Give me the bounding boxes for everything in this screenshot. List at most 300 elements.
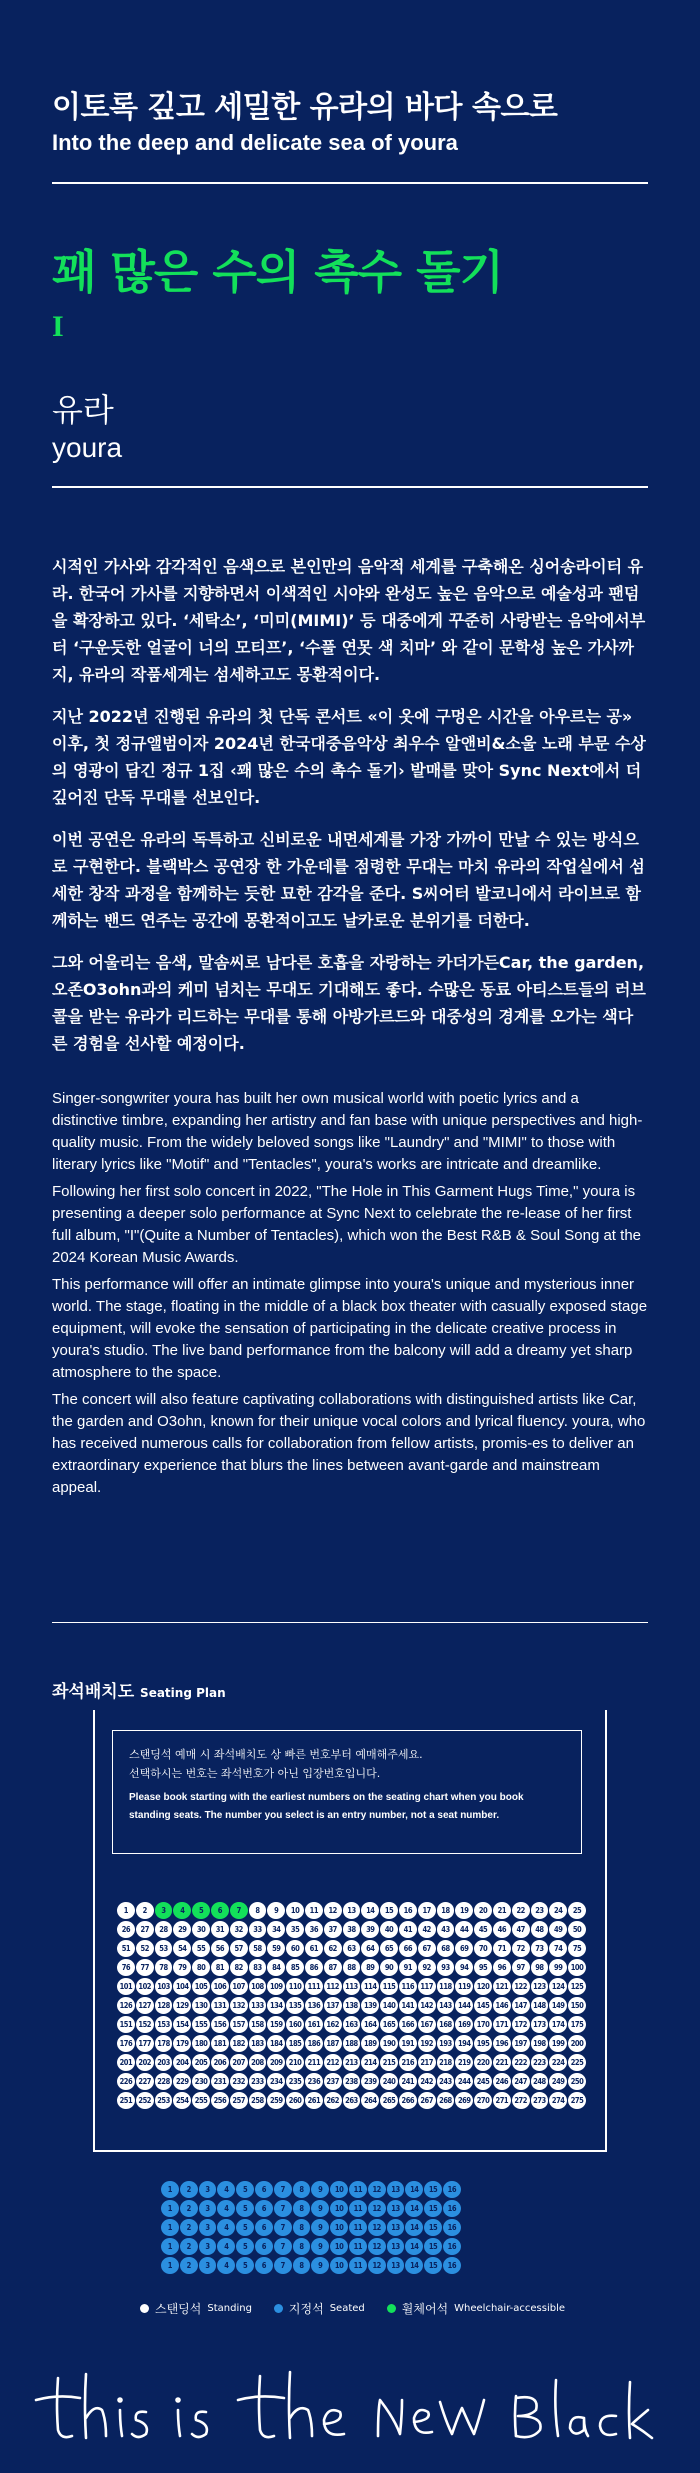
- standing-entry[interactable]: 53: [155, 1940, 173, 1957]
- standing-entry[interactable]: 124: [549, 1978, 567, 1995]
- standing-entry[interactable]: 202: [136, 2054, 154, 2071]
- standing-entry[interactable]: 18: [437, 1902, 455, 1919]
- standing-entry[interactable]: 37: [324, 1921, 342, 1938]
- seated-seat[interactable]: 13: [387, 2257, 405, 2274]
- standing-entry[interactable]: 67: [418, 1940, 436, 1957]
- standing-entry[interactable]: 167: [418, 2016, 436, 2033]
- standing-entry[interactable]: 102: [136, 1978, 154, 1995]
- standing-entry[interactable]: 103: [155, 1978, 173, 1995]
- standing-entry[interactable]: 9: [267, 1902, 285, 1919]
- seated-seat[interactable]: 13: [387, 2200, 405, 2217]
- standing-entry[interactable]: 71: [493, 1940, 511, 1957]
- standing-entry[interactable]: 166: [399, 2016, 417, 2033]
- standing-entry[interactable]: 186: [305, 2035, 323, 2052]
- standing-entry[interactable]: 207: [230, 2054, 248, 2071]
- standing-entry[interactable]: 224: [549, 2054, 567, 2071]
- standing-entry[interactable]: 242: [418, 2073, 436, 2090]
- standing-entry[interactable]: 125: [568, 1978, 586, 1995]
- seated-seat[interactable]: 10: [330, 2219, 348, 2236]
- seated-seat[interactable]: 12: [368, 2257, 386, 2274]
- seated-seat[interactable]: 12: [368, 2238, 386, 2255]
- standing-entry[interactable]: 162: [324, 2016, 342, 2033]
- standing-entry[interactable]: 258: [249, 2092, 267, 2109]
- standing-entry[interactable]: 56: [211, 1940, 229, 1957]
- seated-seat[interactable]: 6: [255, 2238, 273, 2255]
- standing-entry[interactable]: 126: [117, 1997, 135, 2014]
- seated-seat[interactable]: 3: [199, 2181, 217, 2198]
- standing-entry[interactable]: 73: [531, 1940, 549, 1957]
- seated-seat[interactable]: 13: [387, 2219, 405, 2236]
- seated-seat[interactable]: 12: [368, 2200, 386, 2217]
- standing-entry[interactable]: 174: [549, 2016, 567, 2033]
- seated-seat[interactable]: 3: [199, 2219, 217, 2236]
- seated-seat[interactable]: 7: [274, 2181, 292, 2198]
- standing-entry[interactable]: 88: [343, 1959, 361, 1976]
- standing-entry[interactable]: 158: [249, 2016, 267, 2033]
- standing-entry[interactable]: 171: [493, 2016, 511, 2033]
- standing-entry[interactable]: 148: [531, 1997, 549, 2014]
- standing-entry[interactable]: 59: [267, 1940, 285, 1957]
- seated-seat[interactable]: 15: [424, 2219, 442, 2236]
- standing-entry[interactable]: 188: [343, 2035, 361, 2052]
- standing-entry[interactable]: 150: [568, 1997, 586, 2014]
- standing-entry[interactable]: 63: [343, 1940, 361, 1957]
- standing-entry[interactable]: 209: [267, 2054, 285, 2071]
- standing-entry[interactable]: 96: [493, 1959, 511, 1976]
- seated-seat[interactable]: 4: [217, 2219, 235, 2236]
- standing-entry[interactable]: 86: [305, 1959, 323, 1976]
- standing-entry[interactable]: 165: [380, 2016, 398, 2033]
- seated-seat[interactable]: 4: [217, 2181, 235, 2198]
- standing-entry[interactable]: 219: [455, 2054, 473, 2071]
- seated-seat[interactable]: 11: [349, 2200, 367, 2217]
- seated-seat[interactable]: 11: [349, 2257, 367, 2274]
- standing-entry[interactable]: 29: [173, 1921, 191, 1938]
- standing-entry[interactable]: 169: [455, 2016, 473, 2033]
- standing-entry[interactable]: 112: [324, 1978, 342, 1995]
- seated-seat[interactable]: 4: [217, 2257, 235, 2274]
- seated-seat[interactable]: 1: [161, 2181, 179, 2198]
- standing-entry[interactable]: 101: [117, 1978, 135, 1995]
- standing-entry[interactable]: 268: [437, 2092, 455, 2109]
- standing-entry[interactable]: 275: [568, 2092, 586, 2109]
- standing-entry[interactable]: 106: [211, 1978, 229, 1995]
- standing-entry[interactable]: 119: [455, 1978, 473, 1995]
- standing-entry[interactable]: 33: [249, 1921, 267, 1938]
- standing-entry[interactable]: 183: [249, 2035, 267, 2052]
- standing-entry[interactable]: 271: [493, 2092, 511, 2109]
- standing-entry[interactable]: 17: [418, 1902, 436, 1919]
- standing-entry[interactable]: 50: [568, 1921, 586, 1938]
- seated-seat[interactable]: 11: [349, 2238, 367, 2255]
- seated-seat[interactable]: 10: [330, 2200, 348, 2217]
- standing-entry[interactable]: 163: [343, 2016, 361, 2033]
- standing-entry[interactable]: 156: [211, 2016, 229, 2033]
- standing-entry[interactable]: 151: [117, 2016, 135, 2033]
- standing-entry[interactable]: 23: [531, 1902, 549, 1919]
- standing-entry[interactable]: 253: [155, 2092, 173, 2109]
- standing-entry[interactable]: 175: [568, 2016, 586, 2033]
- seated-seat[interactable]: 15: [424, 2200, 442, 2217]
- standing-entry[interactable]: 131: [211, 1997, 229, 2014]
- seated-seat[interactable]: 5: [236, 2238, 254, 2255]
- standing-entry[interactable]: 262: [324, 2092, 342, 2109]
- standing-entry[interactable]: 92: [418, 1959, 436, 1976]
- seated-seat[interactable]: 1: [161, 2219, 179, 2236]
- standing-entry[interactable]: 40: [380, 1921, 398, 1938]
- standing-entry[interactable]: 84: [267, 1959, 285, 1976]
- standing-entry[interactable]: 81: [211, 1959, 229, 1976]
- standing-entry[interactable]: 26: [117, 1921, 135, 1938]
- standing-entry[interactable]: 93: [437, 1959, 455, 1976]
- standing-entry[interactable]: 42: [418, 1921, 436, 1938]
- standing-entry[interactable]: 247: [512, 2073, 530, 2090]
- standing-entry[interactable]: 76: [117, 1959, 135, 1976]
- seated-seat[interactable]: 10: [330, 2238, 348, 2255]
- standing-entry[interactable]: 120: [474, 1978, 492, 1995]
- seated-seat[interactable]: 1: [161, 2238, 179, 2255]
- seated-seat[interactable]: 11: [349, 2181, 367, 2198]
- standing-entry[interactable]: 141: [399, 1997, 417, 2014]
- standing-entry[interactable]: 246: [493, 2073, 511, 2090]
- wheelchair-entry[interactable]: 3: [155, 1902, 173, 1919]
- seated-seat[interactable]: 3: [199, 2238, 217, 2255]
- seated-seat[interactable]: 16: [443, 2200, 461, 2217]
- standing-entry[interactable]: 14: [361, 1902, 379, 1919]
- standing-entry[interactable]: 95: [474, 1959, 492, 1976]
- standing-entry[interactable]: 144: [455, 1997, 473, 2014]
- standing-entry[interactable]: 133: [249, 1997, 267, 2014]
- standing-entry[interactable]: 60: [286, 1940, 304, 1957]
- seated-seat[interactable]: 13: [387, 2238, 405, 2255]
- standing-entry[interactable]: 116: [399, 1978, 417, 1995]
- standing-entry[interactable]: 31: [211, 1921, 229, 1938]
- standing-entry[interactable]: 147: [512, 1997, 530, 2014]
- standing-entry[interactable]: 261: [305, 2092, 323, 2109]
- standing-entry[interactable]: 107: [230, 1978, 248, 1995]
- standing-entry[interactable]: 196: [493, 2035, 511, 2052]
- seated-seat[interactable]: 16: [443, 2181, 461, 2198]
- standing-entry[interactable]: 1: [117, 1902, 135, 1919]
- standing-entry[interactable]: 82: [230, 1959, 248, 1976]
- seated-seat[interactable]: 8: [293, 2219, 311, 2236]
- standing-entry[interactable]: 267: [418, 2092, 436, 2109]
- standing-entry[interactable]: 77: [136, 1959, 154, 1976]
- standing-entry[interactable]: 43: [437, 1921, 455, 1938]
- standing-entry[interactable]: 98: [531, 1959, 549, 1976]
- standing-entry[interactable]: 200: [568, 2035, 586, 2052]
- standing-entry[interactable]: 204: [173, 2054, 191, 2071]
- standing-entry[interactable]: 38: [343, 1921, 361, 1938]
- standing-entry[interactable]: 139: [361, 1997, 379, 2014]
- seated-seat[interactable]: 9: [311, 2219, 329, 2236]
- standing-entry[interactable]: 109: [267, 1978, 285, 1995]
- standing-entry[interactable]: 20: [474, 1902, 492, 1919]
- standing-entry[interactable]: 227: [136, 2073, 154, 2090]
- standing-entry[interactable]: 251: [117, 2092, 135, 2109]
- seated-seat[interactable]: 1: [161, 2257, 179, 2274]
- standing-entry[interactable]: 70: [474, 1940, 492, 1957]
- standing-entry[interactable]: 24: [549, 1902, 567, 1919]
- standing-entry[interactable]: 2: [136, 1902, 154, 1919]
- standing-entry[interactable]: 16: [399, 1902, 417, 1919]
- standing-entry[interactable]: 164: [361, 2016, 379, 2033]
- standing-entry[interactable]: 270: [474, 2092, 492, 2109]
- seated-seat[interactable]: 16: [443, 2219, 461, 2236]
- standing-entry[interactable]: 64: [361, 1940, 379, 1957]
- standing-entry[interactable]: 127: [136, 1997, 154, 2014]
- standing-entry[interactable]: 89: [361, 1959, 379, 1976]
- standing-entry[interactable]: 215: [380, 2054, 398, 2071]
- standing-entry[interactable]: 170: [474, 2016, 492, 2033]
- standing-entry[interactable]: 28: [155, 1921, 173, 1938]
- standing-entry[interactable]: 197: [512, 2035, 530, 2052]
- standing-entry[interactable]: 256: [211, 2092, 229, 2109]
- standing-entry[interactable]: 55: [192, 1940, 210, 1957]
- standing-entry[interactable]: 259: [267, 2092, 285, 2109]
- standing-entry[interactable]: 13: [343, 1902, 361, 1919]
- standing-entry[interactable]: 218: [437, 2054, 455, 2071]
- standing-entry[interactable]: 237: [324, 2073, 342, 2090]
- standing-entry[interactable]: 226: [117, 2073, 135, 2090]
- standing-entry[interactable]: 168: [437, 2016, 455, 2033]
- standing-entry[interactable]: 90: [380, 1959, 398, 1976]
- standing-entry[interactable]: 243: [437, 2073, 455, 2090]
- standing-entry[interactable]: 212: [324, 2054, 342, 2071]
- wheelchair-entry[interactable]: 7: [230, 1902, 248, 1919]
- standing-entry[interactable]: 172: [512, 2016, 530, 2033]
- standing-entry[interactable]: 211: [305, 2054, 323, 2071]
- standing-entry[interactable]: 272: [512, 2092, 530, 2109]
- standing-entry[interactable]: 80: [192, 1959, 210, 1976]
- standing-entry[interactable]: 265: [380, 2092, 398, 2109]
- seated-seat[interactable]: 9: [311, 2257, 329, 2274]
- standing-entry[interactable]: 241: [399, 2073, 417, 2090]
- seated-seat[interactable]: 10: [330, 2181, 348, 2198]
- seated-seat[interactable]: 6: [255, 2181, 273, 2198]
- standing-entry[interactable]: 36: [305, 1921, 323, 1938]
- standing-entry[interactable]: 25: [568, 1902, 586, 1919]
- standing-entry[interactable]: 238: [343, 2073, 361, 2090]
- standing-entry[interactable]: 232: [230, 2073, 248, 2090]
- standing-entry[interactable]: 185: [286, 2035, 304, 2052]
- seated-seat[interactable]: 14: [405, 2238, 423, 2255]
- seated-seat[interactable]: 16: [443, 2238, 461, 2255]
- standing-entry[interactable]: 254: [173, 2092, 191, 2109]
- standing-entry[interactable]: 225: [568, 2054, 586, 2071]
- standing-entry[interactable]: 229: [173, 2073, 191, 2090]
- seated-seat[interactable]: 16: [443, 2257, 461, 2274]
- standing-entry[interactable]: 180: [192, 2035, 210, 2052]
- standing-entry[interactable]: 192: [418, 2035, 436, 2052]
- standing-entry[interactable]: 157: [230, 2016, 248, 2033]
- standing-entry[interactable]: 266: [399, 2092, 417, 2109]
- standing-entry[interactable]: 152: [136, 2016, 154, 2033]
- standing-entry[interactable]: 161: [305, 2016, 323, 2033]
- standing-entry[interactable]: 122: [512, 1978, 530, 1995]
- seated-seat[interactable]: 9: [311, 2181, 329, 2198]
- standing-entry[interactable]: 132: [230, 1997, 248, 2014]
- standing-entry[interactable]: 198: [531, 2035, 549, 2052]
- wheelchair-entry[interactable]: 5: [192, 1902, 210, 1919]
- wheelchair-entry[interactable]: 6: [211, 1902, 229, 1919]
- standing-entry[interactable]: 8: [249, 1902, 267, 1919]
- standing-entry[interactable]: 87: [324, 1959, 342, 1976]
- standing-entry[interactable]: 91: [399, 1959, 417, 1976]
- seated-seat[interactable]: 2: [180, 2238, 198, 2255]
- seated-seat[interactable]: 12: [368, 2219, 386, 2236]
- standing-entry[interactable]: 203: [155, 2054, 173, 2071]
- standing-entry[interactable]: 228: [155, 2073, 173, 2090]
- standing-entry[interactable]: 108: [249, 1978, 267, 1995]
- standing-entry[interactable]: 41: [399, 1921, 417, 1938]
- standing-entry[interactable]: 123: [531, 1978, 549, 1995]
- standing-entry[interactable]: 194: [455, 2035, 473, 2052]
- seated-seat[interactable]: 6: [255, 2219, 273, 2236]
- seated-seat[interactable]: 7: [274, 2257, 292, 2274]
- seated-seat[interactable]: 14: [405, 2219, 423, 2236]
- standing-entry[interactable]: 21: [493, 1902, 511, 1919]
- seated-seat[interactable]: 14: [405, 2181, 423, 2198]
- seated-seat[interactable]: 2: [180, 2257, 198, 2274]
- standing-entry[interactable]: 74: [549, 1940, 567, 1957]
- seated-seat[interactable]: 8: [293, 2238, 311, 2255]
- standing-entry[interactable]: 75: [568, 1940, 586, 1957]
- standing-entry[interactable]: 234: [267, 2073, 285, 2090]
- standing-entry[interactable]: 252: [136, 2092, 154, 2109]
- standing-entry[interactable]: 58: [249, 1940, 267, 1957]
- standing-entry[interactable]: 214: [361, 2054, 379, 2071]
- standing-entry[interactable]: 35: [286, 1921, 304, 1938]
- standing-entry[interactable]: 138: [343, 1997, 361, 2014]
- standing-entry[interactable]: 230: [192, 2073, 210, 2090]
- standing-entry[interactable]: 99: [549, 1959, 567, 1976]
- standing-entry[interactable]: 159: [267, 2016, 285, 2033]
- standing-entry[interactable]: 69: [455, 1940, 473, 1957]
- standing-entry[interactable]: 62: [324, 1940, 342, 1957]
- seated-seat[interactable]: 7: [274, 2200, 292, 2217]
- standing-entry[interactable]: 72: [512, 1940, 530, 1957]
- standing-entry[interactable]: 118: [437, 1978, 455, 1995]
- standing-entry[interactable]: 44: [455, 1921, 473, 1938]
- standing-entry[interactable]: 83: [249, 1959, 267, 1976]
- standing-entry[interactable]: 79: [173, 1959, 191, 1976]
- seated-seat[interactable]: 9: [311, 2238, 329, 2255]
- seated-seat[interactable]: 14: [405, 2257, 423, 2274]
- standing-entry[interactable]: 240: [380, 2073, 398, 2090]
- standing-entry[interactable]: 179: [173, 2035, 191, 2052]
- standing-entry[interactable]: 249: [549, 2073, 567, 2090]
- seated-seat[interactable]: 14: [405, 2200, 423, 2217]
- standing-entry[interactable]: 195: [474, 2035, 492, 2052]
- standing-entry[interactable]: 65: [380, 1940, 398, 1957]
- seated-seat[interactable]: 8: [293, 2257, 311, 2274]
- seated-seat[interactable]: 11: [349, 2219, 367, 2236]
- standing-entry[interactable]: 231: [211, 2073, 229, 2090]
- standing-entry[interactable]: 264: [361, 2092, 379, 2109]
- standing-entry[interactable]: 177: [136, 2035, 154, 2052]
- standing-entry[interactable]: 48: [531, 1921, 549, 1938]
- standing-entry[interactable]: 149: [549, 1997, 567, 2014]
- standing-entry[interactable]: 223: [531, 2054, 549, 2071]
- standing-entry[interactable]: 39: [361, 1921, 379, 1938]
- seated-seat[interactable]: 2: [180, 2200, 198, 2217]
- standing-entry[interactable]: 233: [249, 2073, 267, 2090]
- seated-seat[interactable]: 6: [255, 2200, 273, 2217]
- standing-entry[interactable]: 105: [192, 1978, 210, 1995]
- standing-entry[interactable]: 222: [512, 2054, 530, 2071]
- standing-entry[interactable]: 68: [437, 1940, 455, 1957]
- standing-entry[interactable]: 205: [192, 2054, 210, 2071]
- seated-seat[interactable]: 3: [199, 2200, 217, 2217]
- standing-entry[interactable]: 100: [568, 1959, 586, 1976]
- standing-entry[interactable]: 140: [380, 1997, 398, 2014]
- seated-seat[interactable]: 6: [255, 2257, 273, 2274]
- standing-entry[interactable]: 193: [437, 2035, 455, 2052]
- standing-entry[interactable]: 115: [380, 1978, 398, 1995]
- standing-entry[interactable]: 248: [531, 2073, 549, 2090]
- standing-entry[interactable]: 97: [512, 1959, 530, 1976]
- standing-entry[interactable]: 78: [155, 1959, 173, 1976]
- standing-entry[interactable]: 184: [267, 2035, 285, 2052]
- seated-seat[interactable]: 9: [311, 2200, 329, 2217]
- standing-entry[interactable]: 117: [418, 1978, 436, 1995]
- standing-entry[interactable]: 34: [267, 1921, 285, 1938]
- standing-entry[interactable]: 190: [380, 2035, 398, 2052]
- standing-entry[interactable]: 199: [549, 2035, 567, 2052]
- standing-entry[interactable]: 134: [267, 1997, 285, 2014]
- standing-entry[interactable]: 114: [361, 1978, 379, 1995]
- standing-entry[interactable]: 143: [437, 1997, 455, 2014]
- standing-entry[interactable]: 145: [474, 1997, 492, 2014]
- standing-entry[interactable]: 217: [418, 2054, 436, 2071]
- standing-entry[interactable]: 121: [493, 1978, 511, 1995]
- seated-seat[interactable]: 4: [217, 2238, 235, 2255]
- standing-entry[interactable]: 216: [399, 2054, 417, 2071]
- standing-entry[interactable]: 189: [361, 2035, 379, 2052]
- wheelchair-entry[interactable]: 4: [173, 1902, 191, 1919]
- standing-entry[interactable]: 250: [568, 2073, 586, 2090]
- standing-entry[interactable]: 153: [155, 2016, 173, 2033]
- standing-entry[interactable]: 57: [230, 1940, 248, 1957]
- standing-entry[interactable]: 47: [512, 1921, 530, 1938]
- standing-entry[interactable]: 15: [380, 1902, 398, 1919]
- standing-entry[interactable]: 263: [343, 2092, 361, 2109]
- standing-entry[interactable]: 176: [117, 2035, 135, 2052]
- standing-entry[interactable]: 27: [136, 1921, 154, 1938]
- seated-seat[interactable]: 5: [236, 2200, 254, 2217]
- standing-entry[interactable]: 255: [192, 2092, 210, 2109]
- seated-seat[interactable]: 13: [387, 2181, 405, 2198]
- standing-entry[interactable]: 113: [343, 1978, 361, 1995]
- seated-seat[interactable]: 15: [424, 2238, 442, 2255]
- seated-seat[interactable]: 10: [330, 2257, 348, 2274]
- standing-entry[interactable]: 46: [493, 1921, 511, 1938]
- seated-seat[interactable]: 2: [180, 2219, 198, 2236]
- standing-entry[interactable]: 257: [230, 2092, 248, 2109]
- standing-entry[interactable]: 210: [286, 2054, 304, 2071]
- standing-entry[interactable]: 22: [512, 1902, 530, 1919]
- standing-entry[interactable]: 142: [418, 1997, 436, 2014]
- standing-entry[interactable]: 51: [117, 1940, 135, 1957]
- standing-entry[interactable]: 269: [455, 2092, 473, 2109]
- standing-entry[interactable]: 260: [286, 2092, 304, 2109]
- standing-entry[interactable]: 208: [249, 2054, 267, 2071]
- standing-entry[interactable]: 173: [531, 2016, 549, 2033]
- standing-entry[interactable]: 235: [286, 2073, 304, 2090]
- standing-entry[interactable]: 274: [549, 2092, 567, 2109]
- standing-entry[interactable]: 244: [455, 2073, 473, 2090]
